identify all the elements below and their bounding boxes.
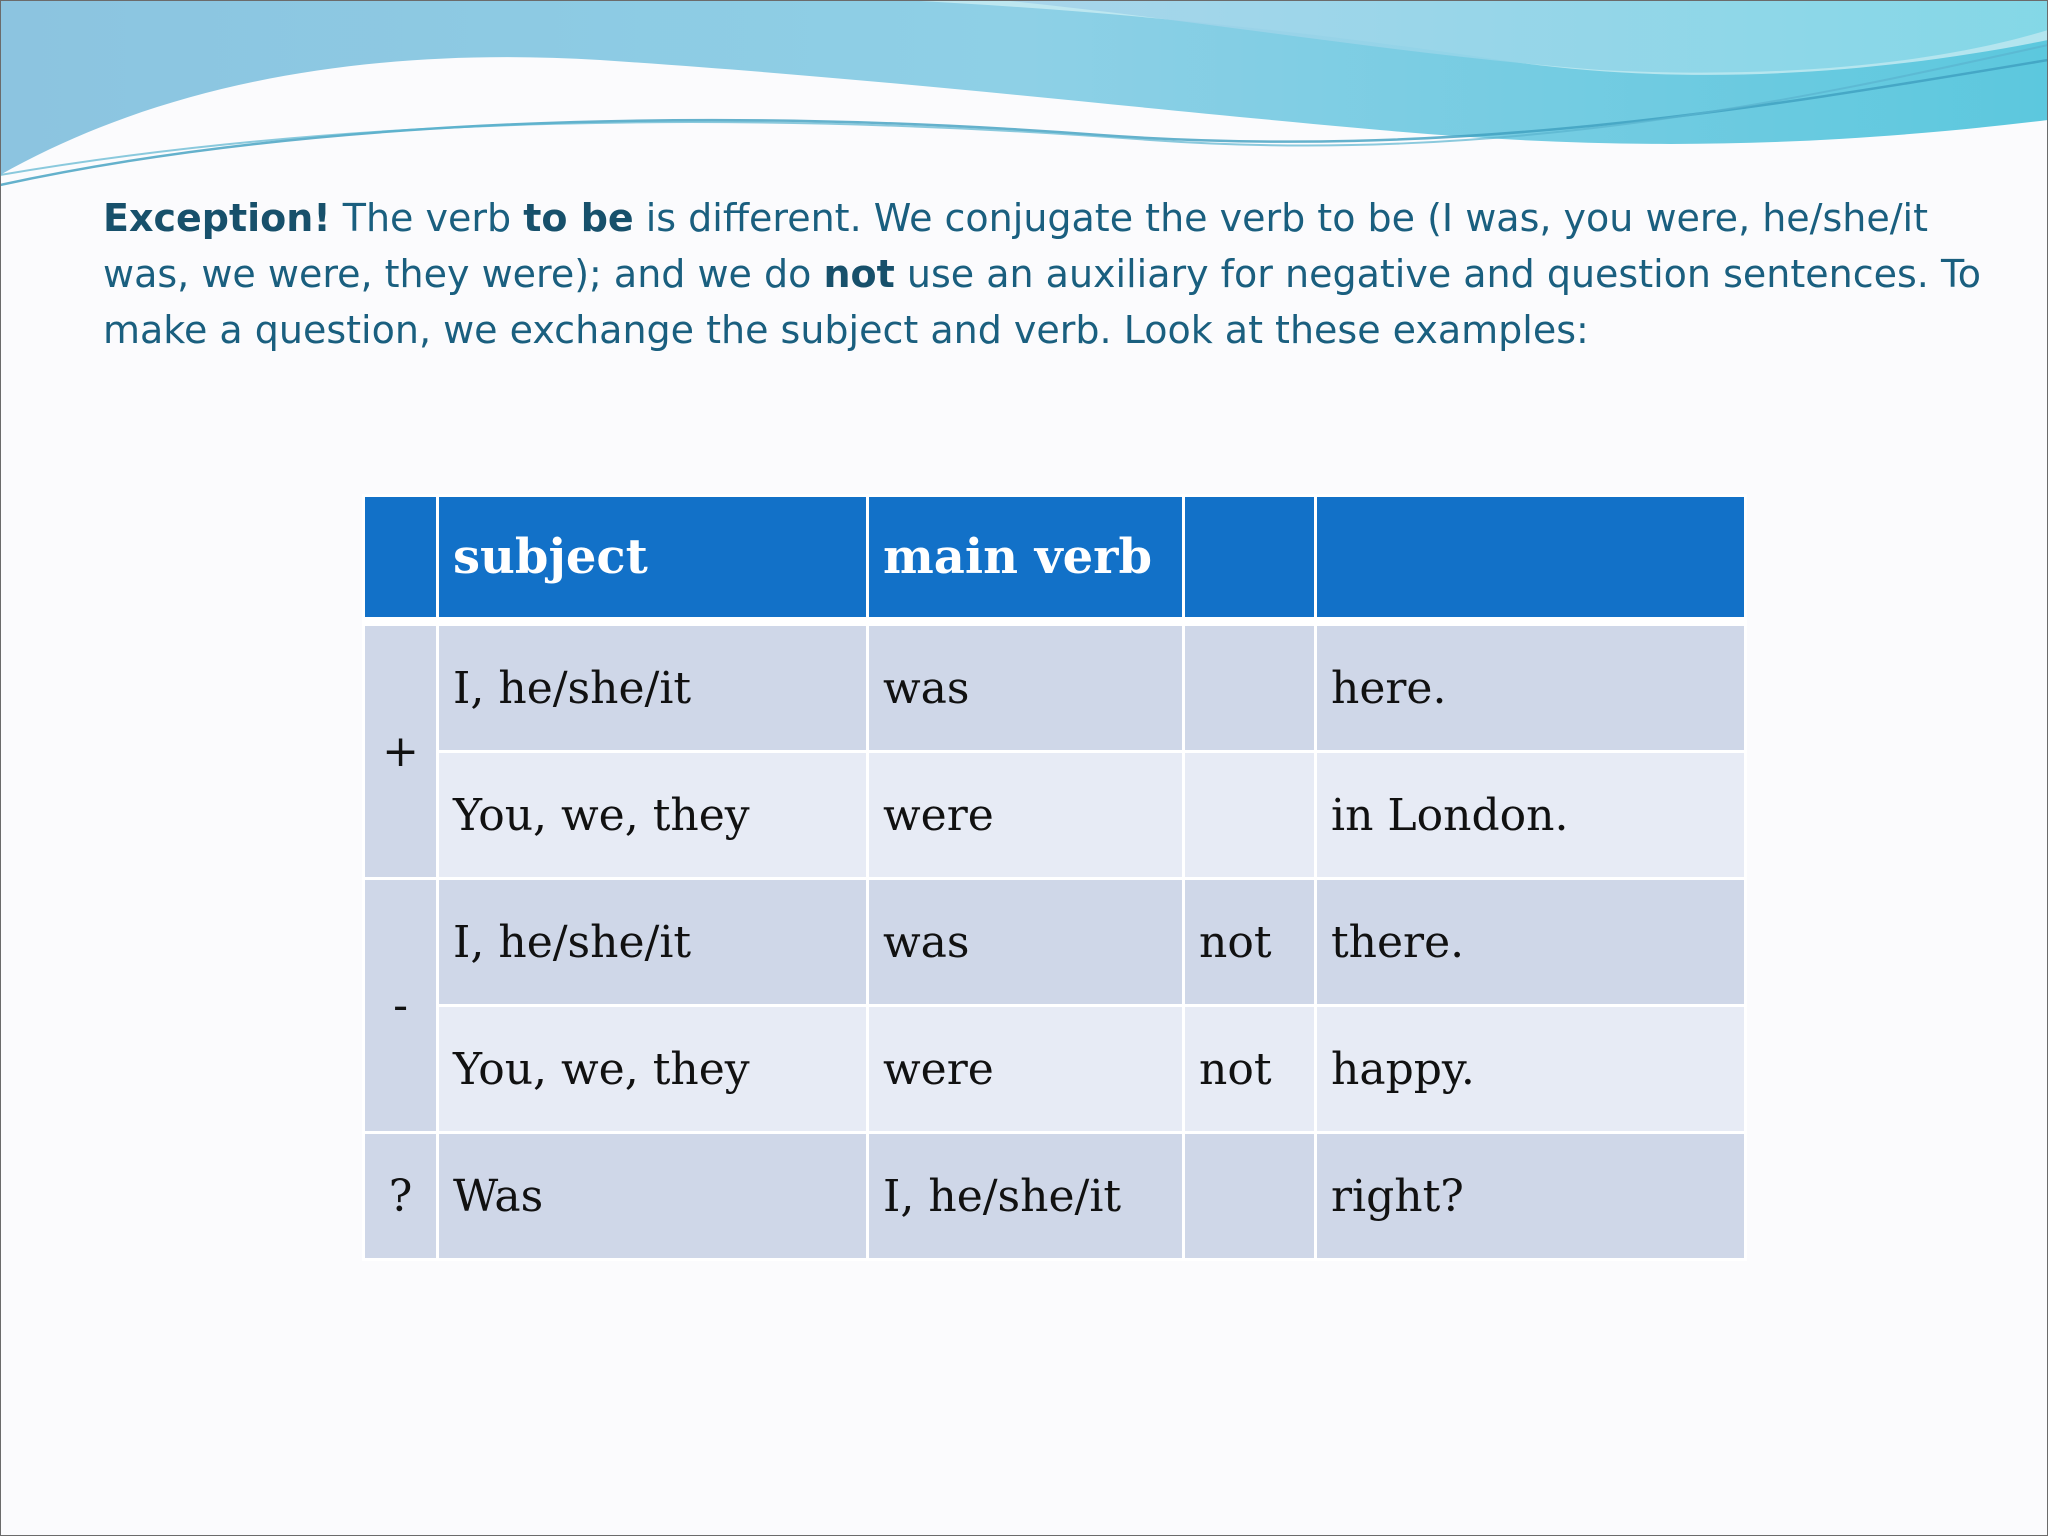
cell-rest: there. [1316, 879, 1746, 1006]
table-row [364, 879, 1746, 1006]
cell-verb: I, he/she/it [868, 1133, 1184, 1260]
cell-rest: happy. [1316, 1006, 1746, 1133]
cell-subject: You, we, they [438, 1006, 868, 1133]
cell-verb: was [868, 622, 1184, 752]
cell-rest: here. [1316, 622, 1746, 752]
intro-text-1: The verb [330, 196, 524, 240]
table-row [364, 1133, 1746, 1260]
header-sign [364, 496, 438, 622]
header-rest [1316, 496, 1746, 622]
table-row [364, 622, 1746, 752]
intro-to-be-bold: to be [523, 196, 634, 240]
cell-verb: was [868, 879, 1184, 1006]
header-main-verb: main verb [868, 496, 1184, 622]
cell-subject: I, he/she/it [438, 879, 868, 1006]
cell-not: not [1184, 879, 1316, 1006]
intro-text-3: use an auxiliary for negative and question sentences. To make a question, we exchange the subject and verb. Look at these examples: [103, 252, 1981, 352]
sign-negative: - [364, 879, 438, 1133]
verb-to-be-table [362, 494, 1747, 1261]
cell-subject: Was [438, 1133, 868, 1260]
cell-not [1184, 622, 1316, 752]
intro-text-2: is different. We conjugate the verb to be (I was, you were, he/she/it was, we were, they were); and we do [103, 196, 1929, 296]
cell-not [1184, 1133, 1316, 1260]
intro-not-bold: not [823, 252, 895, 296]
sign-positive: + [364, 622, 438, 879]
table-row [364, 752, 1746, 879]
cell-not: not [1184, 1006, 1316, 1133]
intro-exception-bold: Exception! [103, 196, 331, 240]
cell-rest: in London. [1316, 752, 1746, 879]
table-row [364, 1006, 1746, 1133]
intro-paragraph [103, 190, 1983, 358]
cell-subject: I, he/she/it [438, 622, 868, 752]
cell-verb: were [868, 752, 1184, 879]
header-subject: subject [438, 496, 868, 622]
cell-subject: You, we, they [438, 752, 868, 879]
cell-not [1184, 752, 1316, 879]
sign-question: ? [364, 1133, 438, 1260]
table-header-row [364, 496, 1746, 622]
cell-verb: were [868, 1006, 1184, 1133]
cell-rest: right? [1316, 1133, 1746, 1260]
header-not [1184, 496, 1316, 622]
